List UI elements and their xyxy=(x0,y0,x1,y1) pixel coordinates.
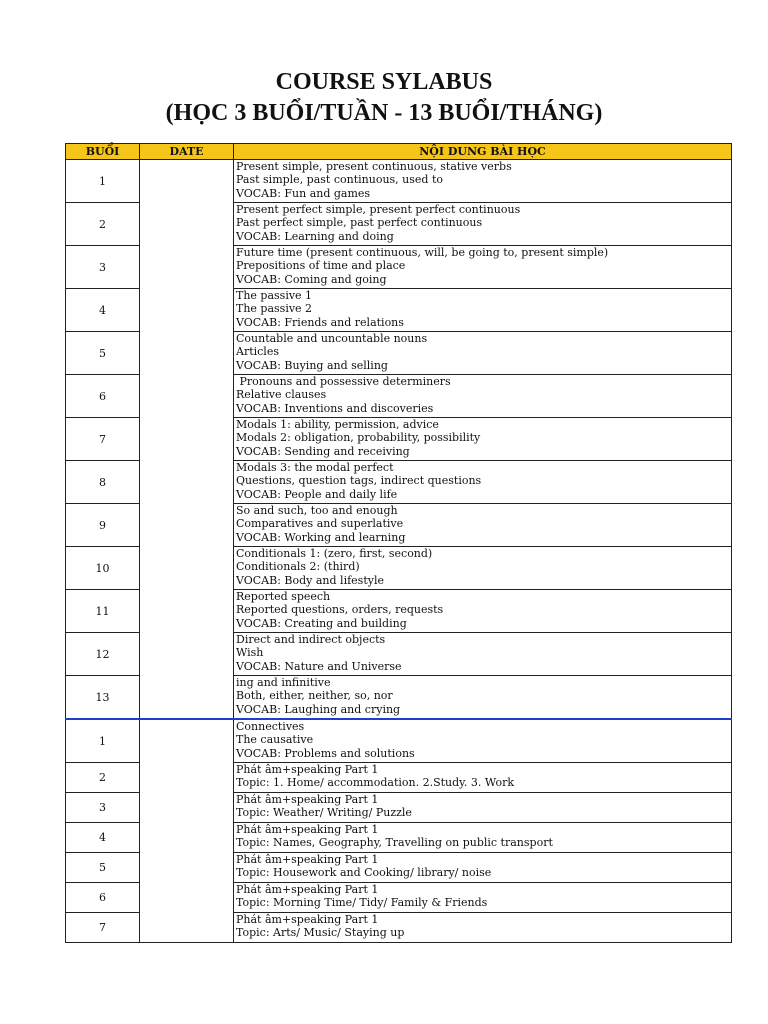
lesson-content xyxy=(234,504,732,547)
lesson-line: Modals 1: ability, permission, advice xyxy=(236,418,439,431)
table-row xyxy=(66,160,732,203)
lesson-line: Comparatives and superlative xyxy=(236,517,404,531)
lesson-content xyxy=(234,289,732,332)
session-number: 3 xyxy=(66,793,140,823)
lesson-line: Questions, question tags, indirect questions xyxy=(236,474,482,488)
lesson-line: Past perfect simple, past perfect continuous xyxy=(236,216,483,230)
header-session: BUỔI xyxy=(66,144,140,160)
lesson-content xyxy=(234,418,732,461)
lesson-line: Articles xyxy=(236,345,279,359)
lesson-line: Topic: 1. Home/ accommodation. 2.Study. 3. Work xyxy=(236,776,515,790)
lesson-line: Phát âm+speaking Part 1 xyxy=(236,763,379,776)
lesson-line: Connectives xyxy=(236,720,305,733)
lesson-line: ing and infinitive xyxy=(236,676,331,689)
table-body xyxy=(66,160,732,943)
document-title: COURSE SYLABUS xyxy=(275,69,493,95)
session-number: 2 xyxy=(66,203,140,246)
date-cell xyxy=(140,160,234,720)
session-number: 3 xyxy=(66,246,140,289)
header-content: NỘI DUNG BÀI HỌC xyxy=(234,144,732,160)
lesson-content xyxy=(234,719,732,763)
lesson-line: Phát âm+speaking Part 1 xyxy=(236,883,379,896)
lesson-line: Reported questions, orders, requests xyxy=(236,603,444,617)
lesson-line: VOCAB: Friends and relations xyxy=(236,315,404,329)
session-number: 6 xyxy=(66,375,140,418)
lesson-line: Phát âm+speaking Part 1 xyxy=(236,823,379,836)
session-number: 5 xyxy=(66,332,140,375)
lesson-line: Present perfect simple, present perfect continuous xyxy=(236,203,521,216)
lesson-line: VOCAB: Laughing and crying xyxy=(236,702,401,716)
lesson-content xyxy=(234,203,732,246)
session-number: 10 xyxy=(66,547,140,590)
session-number: 12 xyxy=(66,633,140,676)
lesson-content xyxy=(234,375,732,418)
session-number: 4 xyxy=(66,289,140,332)
lesson-line: The passive 2 xyxy=(236,302,313,316)
date-cell xyxy=(140,719,234,943)
lesson-line: VOCAB: Working and learning xyxy=(236,530,406,544)
lesson-content xyxy=(234,633,732,676)
header-date: DATE xyxy=(140,144,234,160)
syllabus-table xyxy=(65,143,732,943)
session-number: 2 xyxy=(66,763,140,793)
lesson-line: Conditionals 1: (zero, first, second) xyxy=(236,547,433,560)
lesson-content xyxy=(234,461,732,504)
session-number: 11 xyxy=(66,590,140,633)
lesson-line: Topic: Names, Geography, Travelling on public transport xyxy=(236,836,553,850)
session-number: 4 xyxy=(66,823,140,853)
lesson-line: VOCAB: Problems and solutions xyxy=(236,746,415,760)
lesson-line: VOCAB: Learning and doing xyxy=(236,229,394,243)
lesson-line: Modals 2: obligation, probability, possibility xyxy=(236,431,481,445)
lesson-content xyxy=(234,590,732,633)
lesson-line: VOCAB: Sending and receiving xyxy=(236,444,410,458)
lesson-line: Past simple, past continuous, used to xyxy=(236,173,443,187)
lesson-line: Phát âm+speaking Part 1 xyxy=(236,853,379,866)
lesson-content xyxy=(234,853,732,883)
lesson-line: Future time (present continuous, will, be going to, present simple) xyxy=(236,246,609,259)
session-number: 7 xyxy=(66,418,140,461)
lesson-line: VOCAB: Nature and Universe xyxy=(236,659,402,673)
lesson-content xyxy=(234,160,732,203)
session-number: 6 xyxy=(66,883,140,913)
lesson-line: Conditionals 2: (third) xyxy=(236,560,360,574)
lesson-line: VOCAB: Buying and selling xyxy=(236,358,388,372)
lesson-line: VOCAB: People and daily life xyxy=(236,487,398,501)
lesson-line: Direct and indirect objects xyxy=(236,633,386,646)
lesson-content xyxy=(234,246,732,289)
session-number: 5 xyxy=(66,853,140,883)
lesson-line: The causative xyxy=(236,733,314,747)
lesson-line: VOCAB: Coming and going xyxy=(236,272,387,286)
session-number: 7 xyxy=(66,913,140,943)
lesson-line: VOCAB: Creating and building xyxy=(236,616,407,630)
lesson-content xyxy=(234,793,732,823)
lesson-line: VOCAB: Body and lifestyle xyxy=(236,573,384,587)
lesson-line: So and such, too and enough xyxy=(236,504,398,517)
lesson-line: Relative clauses xyxy=(236,388,327,402)
lesson-line: Reported speech xyxy=(236,590,331,603)
lesson-content xyxy=(234,823,732,853)
lesson-line: Prepositions of time and place xyxy=(236,259,406,273)
lesson-content xyxy=(234,763,732,793)
session-number: 1 xyxy=(66,160,140,203)
lesson-line: VOCAB: Inventions and discoveries xyxy=(236,401,434,415)
session-number: 1 xyxy=(66,719,140,763)
document-subtitle: (HỌC 3 BUỔI/TUẦN - 13 BUỔI/THÁNG) xyxy=(165,100,603,126)
lesson-content xyxy=(234,332,732,375)
lesson-line: Topic: Arts/ Music/ Staying up xyxy=(236,926,405,940)
lesson-line: Topic: Housework and Cooking/ library/ noise xyxy=(236,866,492,880)
lesson-line: Topic: Morning Time/ Tidy/ Family & Friends xyxy=(236,896,488,910)
lesson-line: VOCAB: Fun and games xyxy=(236,186,371,200)
session-number: 8 xyxy=(66,461,140,504)
lesson-line: Pronouns and possessive determiners xyxy=(236,375,451,388)
lesson-content xyxy=(234,913,732,943)
lesson-line: Wish xyxy=(236,646,264,660)
table-header-row xyxy=(66,144,732,160)
lesson-line: Topic: Weather/ Writing/ Puzzle xyxy=(236,806,412,820)
lesson-line: Phát âm+speaking Part 1 xyxy=(236,793,379,806)
lesson-content xyxy=(234,547,732,590)
session-number: 13 xyxy=(66,676,140,720)
lesson-line: Present simple, present continuous, stative verbs xyxy=(236,160,512,173)
table-row xyxy=(66,719,732,763)
lesson-line: Phát âm+speaking Part 1 xyxy=(236,913,379,926)
lesson-line: Countable and uncountable nouns xyxy=(236,332,428,345)
lesson-line: Both, either, neither, so, nor xyxy=(236,689,393,703)
lesson-content xyxy=(234,883,732,913)
lesson-line: The passive 1 xyxy=(236,289,313,302)
lesson-content xyxy=(234,676,732,720)
lesson-line: Modals 3: the modal perfect xyxy=(236,461,394,474)
session-number: 9 xyxy=(66,504,140,547)
